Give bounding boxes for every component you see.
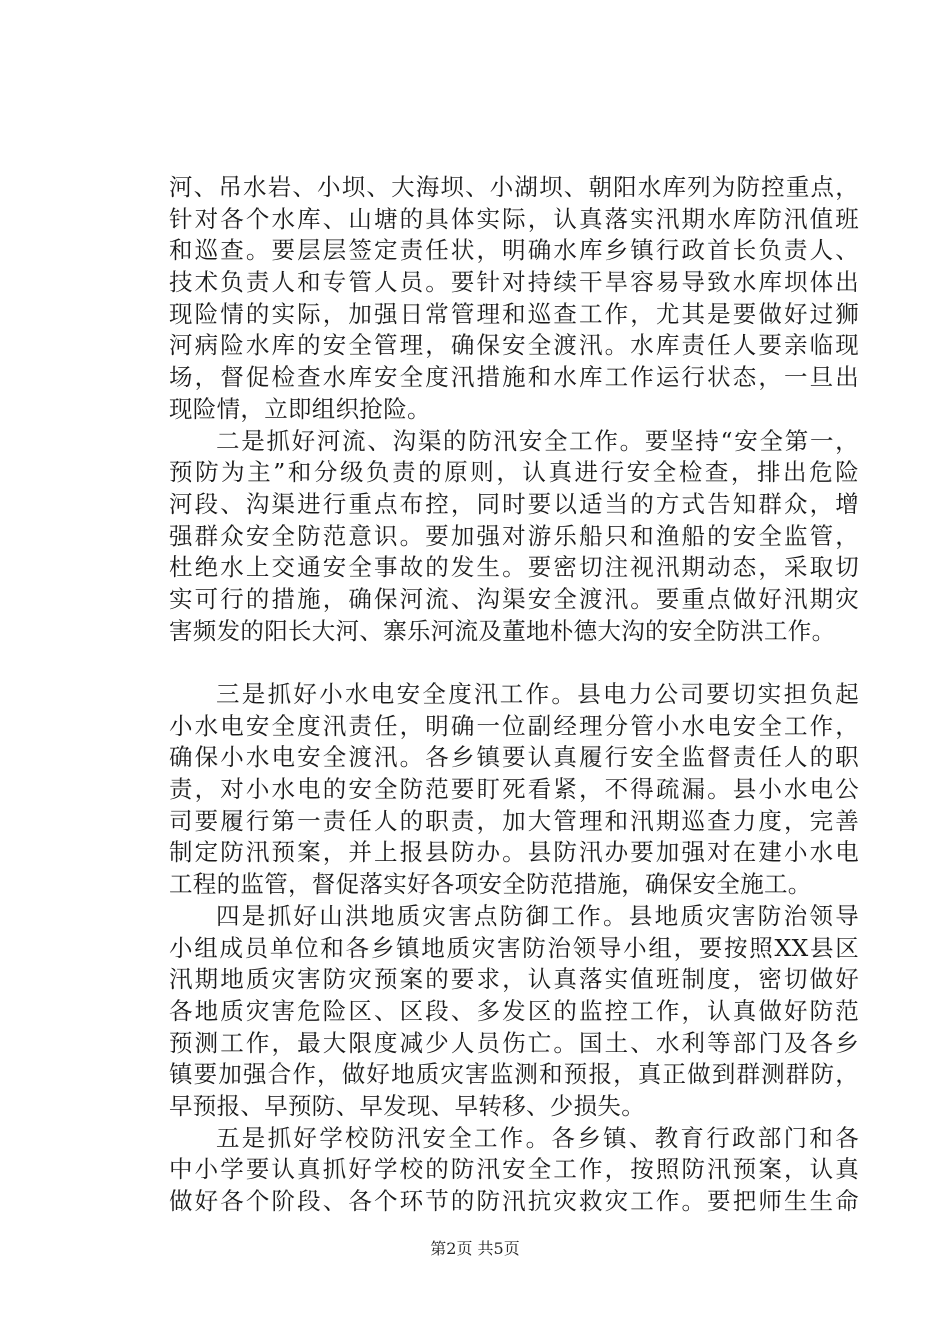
- text-line: 司要履行第一责任人的职责，加大管理和汛期巡查力度，完善: [169, 806, 859, 835]
- text-line: 三是抓好小水电安全度汛工作。县电力公司要切实担负起: [216, 680, 859, 708]
- paragraph-gap: [169, 647, 859, 679]
- text-line: 场，督促检查水库安全度汛措施和水库工作运行状态，一旦出: [169, 363, 859, 392]
- paragraph-geohazards: [169, 901, 859, 1123]
- text-line: 预防为主”和分级负责的原则，认真进行安全检查，排出危险: [169, 458, 859, 487]
- text-line: 二是抓好河流、沟渠的防汛安全工作。要坚持“安全第一，: [216, 426, 859, 455]
- text-line: 各地质灾害危险区、区段、多发区的监控工作，认真做好防范: [169, 996, 859, 1025]
- text-line: 针对各个水库、山塘的具体实际，认真落实汛期水库防汛值班: [169, 204, 859, 233]
- paragraph-rivers: [169, 426, 859, 648]
- text-line: 杜绝水上交通安全事故的发生。要密切注视汛期动态，采取切: [169, 553, 859, 582]
- text-line: 小组成员单位和各乡镇地质灾害防治领导小组，要按照XX县区: [169, 933, 859, 962]
- text-line: 河病险水库的安全管理，确保安全渡汛。水库责任人要亲临现: [169, 331, 859, 360]
- text-line: 现险情的实际，加强日常管理和巡查工作，尤其是要做好过狮: [169, 299, 859, 328]
- text-line: 河段、沟渠进行重点布控，同时要以适当的方式告知群众，增: [169, 489, 859, 518]
- text-line: 现险情，立即组织抢险。: [169, 394, 431, 423]
- text-line: 实可行的措施，确保河流、沟渠安全渡汛。要重点做好汛期灾: [169, 584, 859, 613]
- text-line: 做好各个阶段、各个环节的防汛抗灾救灾工作。要把师生生命: [169, 1187, 859, 1215]
- text-line: 小水电安全度汛责任，明确一位副经理分管小水电安全工作，: [169, 711, 859, 740]
- text-line: 确保小水电安全渡汛。各乡镇要认真履行安全监督责任人的职: [169, 743, 859, 772]
- text-line: 河、吊水岩、小坝、大海坝、小湖坝、朝阳水库列为防控重点，: [169, 173, 859, 201]
- page-number-footer: 第2页 共5页: [430, 1239, 520, 1258]
- text-line: 工程的监管，督促落实好各项安全防范措施，确保安全施工。: [169, 870, 812, 899]
- text-line: 中小学要认真抓好学校的防汛安全工作，按照防汛预案，认真: [169, 1155, 859, 1184]
- paragraph-hydropower: [169, 679, 859, 901]
- text-line: 四是抓好山洪地质灾害点防御工作。县地质灾害防治领导: [216, 901, 859, 930]
- text-line: 制定防汛预案，并上报县防办。县防汛办要加强对在建小水电: [169, 838, 859, 867]
- text-line: 责，对小水电的安全防范要盯死看紧，不得疏漏。县小水电公: [169, 775, 859, 804]
- text-line: 汛期地质灾害防灾预案的要求，认真落实值班制度，密切做好: [169, 965, 859, 994]
- text-line: 镇要加强合作，做好地质灾害监测和预报，真正做到群测群防，: [169, 1060, 859, 1089]
- document-body: [169, 172, 859, 1218]
- text-line: 技术负责人和专管人员。要针对持续干旱容易导致水库坝体出: [169, 268, 859, 297]
- text-line: 害频发的阳长大河、寨乐河流及董地朴德大沟的安全防洪工作。: [169, 616, 836, 645]
- text-line: 早预报、早预防、早发现、早转移、少损失。: [169, 1091, 645, 1120]
- text-line: 强群众安全防范意识。要加强对游乐船只和渔船的安全监管，: [169, 521, 859, 550]
- paragraph-schools: [169, 1123, 859, 1218]
- text-line: 预测工作，最大限度减少人员伤亡。国土、水利等部门及各乡: [169, 1028, 859, 1057]
- text-line: 五是抓好学校防汛安全工作。各乡镇、教育行政部门和各: [216, 1123, 859, 1152]
- text-line: 和巡查。要层层签定责任状，明确水库乡镇行政首长负责人、: [169, 236, 859, 265]
- paragraph-reservoirs: [169, 172, 859, 426]
